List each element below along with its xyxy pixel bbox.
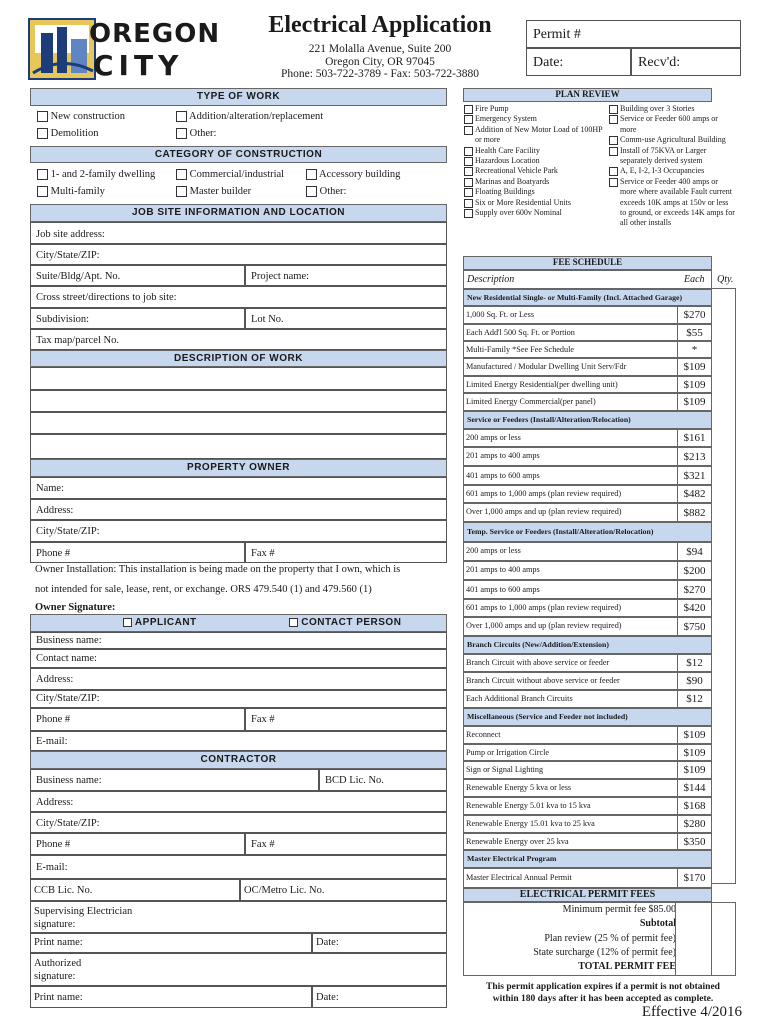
category-other[interactable]	[306, 186, 346, 197]
owner-phone-field[interactable]	[30, 542, 245, 563]
fee-row-description: 200 amps or less	[466, 433, 521, 442]
fee-row	[463, 376, 712, 393]
plan-review-item[interactable]	[464, 177, 608, 187]
fee-row-price: *	[677, 342, 711, 357]
fee-row-description: 601 amps to 1,000 amps (plan review required)	[466, 603, 622, 612]
fee-row-description: Pump or Irrigation Circle	[466, 748, 549, 757]
city-logo-emblem-icon	[27, 13, 97, 81]
permit-fees-value-column[interactable]	[675, 902, 736, 976]
fee-row	[463, 599, 712, 617]
ccb-license-label: CCB Lic. No.	[34, 885, 93, 896]
checkbox-icon[interactable]	[464, 199, 473, 208]
logo-word-oregon: OREGON	[89, 19, 221, 49]
fee-row-description: Sign or Signal Lighting	[466, 765, 544, 774]
fee-row-description: Each Add'l 500 Sq. Ft. or Portion	[466, 328, 575, 337]
fee-row-description: Renewable Energy 5.01 kva to 15 kva	[466, 801, 591, 810]
plan-review-item[interactable]	[609, 166, 735, 176]
fee-row	[463, 617, 712, 636]
owner-city-label: City/State/ZIP:	[36, 526, 100, 537]
fee-col-each: Each	[684, 274, 705, 285]
fee-row-description: Limited Energy Residential(per dwelling unit)	[466, 380, 618, 389]
plan-review-item[interactable]	[464, 166, 608, 176]
fee-column-headers	[463, 270, 734, 289]
date-2-label: Date:	[316, 992, 339, 1003]
fee-row-price: $270	[677, 307, 711, 323]
type-new-construction-label: New construction	[50, 111, 125, 122]
category-multi-family[interactable]	[37, 186, 105, 197]
checkbox-icon[interactable]	[464, 115, 473, 124]
checkbox-icon[interactable]	[306, 186, 317, 197]
office-address-line1: 221 Molalla Avenue, Suite 200	[308, 43, 452, 55]
job-site-address-label: Job site address:	[36, 229, 105, 240]
applicant-email-field[interactable]	[30, 731, 447, 751]
authorized-signature-field[interactable]	[30, 953, 447, 986]
subtotal-row[interactable]: Subtotal	[639, 918, 676, 929]
fee-row	[463, 324, 712, 341]
plan-review-item-label: Building over 3 Stories	[620, 104, 695, 113]
effective-date: Effective 4/2016	[641, 1004, 742, 1020]
applicant-city-label: City/State/ZIP:	[36, 693, 100, 704]
lot-label: Lot No.	[251, 314, 284, 325]
fee-row	[463, 447, 712, 466]
fee-row	[463, 797, 712, 815]
category-commercial-label: Commercial/industrial	[189, 169, 285, 180]
checkbox-icon[interactable]	[123, 618, 132, 627]
applicant-fax-field[interactable]	[245, 708, 447, 731]
checkbox-icon[interactable]	[464, 105, 473, 114]
fee-row-description: Reconnect	[466, 730, 501, 739]
category-other-label: Other:	[319, 186, 347, 197]
fee-row	[463, 815, 712, 833]
fee-row-price: $482	[677, 486, 711, 502]
print-name-1-label: Print name:	[34, 937, 83, 948]
checkbox-icon[interactable]	[609, 136, 618, 145]
tax-map-label: Tax map/parcel No.	[36, 335, 119, 346]
fee-row-price: $109	[677, 727, 711, 743]
plan-review-item[interactable]	[609, 177, 735, 229]
job-site-city-label: City/State/ZIP:	[36, 250, 100, 261]
subdivision-field[interactable]	[30, 308, 245, 329]
applicant-address-field[interactable]	[30, 668, 447, 690]
applicant-phone-field[interactable]	[30, 708, 245, 731]
plan-review-item-label: Supply over 600v Nominal	[475, 208, 562, 218]
checkbox-icon[interactable]	[37, 128, 48, 139]
date-1-label: Date:	[316, 937, 339, 948]
contact-person-option[interactable]	[289, 615, 401, 631]
date-2-field[interactable]	[312, 986, 447, 1008]
contractor-business-label: Business name:	[36, 775, 102, 786]
fee-row-price: $109	[677, 762, 711, 778]
fee-row	[463, 761, 712, 779]
supervising-label-1: Supervising Electrician	[34, 906, 133, 917]
checkbox-icon[interactable]	[37, 169, 48, 180]
type-demolition[interactable]	[37, 128, 98, 139]
plan-review-item-label: Hazardous Location	[475, 156, 540, 166]
fee-row-description: Branch Circuit without above service or feeder	[466, 676, 620, 685]
category-accessory[interactable]	[306, 169, 400, 180]
plan-review-item[interactable]	[464, 156, 608, 166]
applicant-city-field[interactable]	[30, 690, 447, 708]
contractor-bcd-field[interactable]	[319, 769, 447, 791]
plan-review-left-list	[464, 104, 608, 218]
job-site-address-field[interactable]	[30, 222, 447, 244]
applicant-heading-label: APPLICANT	[134, 617, 197, 628]
contractor-email-field[interactable]	[30, 855, 447, 879]
plan-review-item-label: Marinas and Boatyards	[475, 176, 550, 186]
city-logo	[27, 13, 253, 81]
checkbox-icon[interactable]	[37, 186, 48, 197]
date-1-field[interactable]	[312, 933, 447, 953]
category-heading: CATEGORY OF CONSTRUCTION	[30, 146, 447, 163]
checkbox-icon[interactable]	[289, 618, 298, 627]
fee-row-price: $213	[677, 448, 711, 465]
fee-row-description: Over 1,000 amps and up (plan review required)	[466, 621, 622, 630]
plan-review-item-label: Floating Buildings	[475, 187, 535, 197]
type-demolition-label: Demolition	[50, 128, 99, 139]
fee-row-price: $420	[677, 600, 711, 616]
contractor-fax-label: Fax #	[251, 839, 275, 850]
plan-review-item[interactable]	[464, 104, 608, 114]
checkbox-icon[interactable]	[609, 178, 618, 187]
received-label: Recv'd:	[638, 55, 681, 70]
qty-column[interactable]	[712, 288, 736, 884]
description-line-4[interactable]	[30, 434, 447, 459]
fee-row-price: $321	[677, 467, 711, 484]
minimum-fee-row: Minimum permit fee $85.00	[562, 904, 676, 915]
fee-schedule-heading: FEE SCHEDULE	[463, 256, 712, 270]
contact-person-heading-label: CONTACT PERSON	[301, 617, 402, 628]
type-other[interactable]	[176, 128, 216, 139]
ccb-license-field[interactable]	[30, 879, 240, 901]
plan-review-item-label: Recreational Vehicle Park	[475, 166, 558, 176]
plan-review-item[interactable]	[464, 187, 608, 197]
owner-fax-label: Fax #	[251, 548, 275, 559]
fee-row-price: $750	[677, 618, 711, 635]
fee-row	[463, 561, 712, 580]
fee-row-description: Branch Circuit with above service or feeder	[466, 658, 610, 667]
category-master-builder[interactable]	[176, 186, 251, 197]
plan-review-item-label: Fire Pump	[475, 104, 509, 113]
applicant-contact-field[interactable]	[30, 649, 447, 668]
checkbox-icon[interactable]	[306, 169, 317, 180]
fee-row	[463, 393, 712, 411]
contractor-heading: CONTRACTOR	[30, 751, 447, 769]
authorized-label-1: Authorized	[34, 958, 82, 969]
plan-review-item[interactable]	[464, 146, 608, 156]
category-1-2-family-label: 1- and 2-family dwelling	[50, 169, 156, 180]
type-addition-label: Addition/alteration/replacement	[189, 111, 324, 122]
contractor-address-field[interactable]	[30, 791, 447, 812]
fee-row	[463, 833, 712, 850]
fee-row-price: $200	[677, 562, 711, 579]
fee-row	[463, 466, 712, 485]
fee-row-price: $94	[677, 543, 711, 560]
description-line-2[interactable]	[30, 390, 447, 412]
owner-address-field[interactable]	[30, 499, 447, 520]
contractor-business-field[interactable]	[30, 769, 319, 791]
expiration-notice-2: within 180 days after it has been accepted as complete.	[492, 994, 714, 1004]
plan-review-item[interactable]	[464, 125, 608, 146]
fee-section-title: Service or Feeders (Install/Alteration/Relocation)	[463, 411, 712, 429]
contractor-city-label: City/State/ZIP:	[36, 818, 100, 829]
fee-row	[463, 580, 712, 599]
checkbox-icon[interactable]	[609, 115, 618, 124]
fee-row-description: 201 amps to 400 amps	[466, 565, 540, 574]
plan-review-item-label: Emergency System	[475, 114, 537, 124]
fee-row	[463, 779, 712, 797]
type-of-work-heading: TYPE OF WORK	[30, 88, 447, 106]
fee-row-price: $144	[677, 780, 711, 796]
oc-metro-license-label: OC/Metro Lic. No.	[244, 885, 325, 896]
supervising-label-2: signature:	[34, 919, 76, 930]
owner-phone-label: Phone #	[36, 548, 71, 559]
plan-review-item[interactable]	[464, 198, 608, 208]
plan-review-item-label: Install of 75KVA or Larger separately derived system	[620, 145, 707, 166]
fee-row	[463, 654, 712, 672]
plan-review-item-label: Six or More Residential Units	[475, 197, 571, 207]
suite-field[interactable]	[30, 265, 245, 286]
applicant-email-label: E-mail:	[36, 736, 68, 747]
plan-review-right-list	[609, 104, 735, 229]
contractor-phone-field[interactable]	[30, 833, 245, 855]
checkbox-icon[interactable]	[464, 126, 473, 135]
date-label: Date:	[533, 55, 564, 70]
plan-review-item-label: A, E, I-2, I-3 Occupancies	[620, 166, 705, 176]
applicant-business-label: Business name:	[36, 635, 102, 646]
authorized-label-2: signature:	[34, 971, 76, 982]
checkbox-icon[interactable]	[464, 209, 473, 218]
applicant-option[interactable]	[123, 615, 197, 631]
plan-review-item[interactable]	[464, 208, 608, 218]
fee-row	[463, 503, 712, 522]
fee-col-qty: Qty.	[717, 274, 734, 285]
category-multi-family-label: Multi-family	[50, 186, 105, 197]
lot-field[interactable]	[245, 308, 447, 329]
plan-review-fee-row[interactable]: Plan review (25 % of permit fee)	[544, 933, 676, 944]
fee-row	[463, 358, 712, 376]
fee-row-description: Limited Energy Commercial(per panel)	[466, 397, 596, 406]
plan-review-item[interactable]	[609, 146, 735, 167]
owner-name-field[interactable]	[30, 477, 447, 499]
fee-row-description: Master Electrical Annual Permit	[466, 873, 572, 882]
fee-row	[463, 429, 712, 447]
fee-section-title: Miscellaneous (Service and Feeder not included)	[463, 708, 712, 726]
fee-row-price: $12	[677, 655, 711, 671]
fee-section-title: Master Electrical Program	[463, 850, 712, 868]
plan-review-item-label: Addition of New Motor Load of 100HP or more	[475, 124, 603, 145]
fee-section-title: New Residential Single- or Multi-Family (Incl. Attached Garage)	[463, 289, 712, 306]
fee-row-price: $90	[677, 673, 711, 689]
fee-row	[463, 341, 712, 358]
fee-row-price: $161	[677, 430, 711, 446]
fee-row-price: $109	[677, 745, 711, 760]
contractor-city-field[interactable]	[30, 812, 447, 833]
fee-row	[463, 485, 712, 503]
job-site-city-field[interactable]	[30, 244, 447, 265]
fee-col-description: Description	[467, 274, 515, 285]
category-accessory-label: Accessory building	[319, 169, 401, 180]
permit-number-label: Permit #	[533, 27, 581, 42]
fee-row-price: $168	[677, 798, 711, 814]
plan-review-item-label: Service or Feeder 600 amps or more	[620, 114, 718, 134]
plan-review-item-label: Service or Feeder 400 amps or more where available Fault current exceeds 10K amps at 150v or less to ground, or exceeds 14K amps for all other installs	[620, 176, 735, 228]
owner-fax-field[interactable]	[245, 542, 447, 563]
applicant-business-field[interactable]	[30, 632, 447, 649]
project-name-label: Project name:	[251, 271, 310, 282]
fee-row-description: Renewable Energy 15.01 kva to 25 kva	[466, 819, 595, 828]
fee-row-price: $109	[677, 377, 711, 392]
plan-review-item[interactable]	[609, 135, 735, 145]
fee-row-description: Multi-Family *See Fee Schedule	[466, 345, 575, 354]
received-field[interactable]	[631, 48, 741, 76]
checkbox-icon[interactable]	[176, 111, 187, 122]
owner-installation-text-2: not intended for sale, lease, rent, or exchange. ORS 479.540 (1) and 479.560 (1)	[35, 584, 372, 595]
suite-label: Suite/Bldg/Apt. No.	[36, 271, 121, 282]
checkbox-icon[interactable]	[609, 147, 618, 156]
description-heading: DESCRIPTION OF WORK	[30, 350, 447, 367]
contractor-phone-label: Phone #	[36, 839, 71, 850]
contractor-fax-field[interactable]	[245, 833, 447, 855]
type-other-label: Other:	[189, 128, 217, 139]
applicant-address-label: Address:	[36, 674, 74, 685]
expiration-notice-1: This permit application expires if a permit is not obtained	[486, 982, 720, 992]
applicant-contact-label: Contact name:	[36, 653, 97, 664]
project-name-field[interactable]	[245, 265, 447, 286]
owner-signature-label[interactable]: Owner Signature:	[35, 602, 116, 613]
checkbox-icon[interactable]	[609, 105, 618, 114]
applicant-contact-heading	[30, 614, 447, 632]
category-master-builder-label: Master builder	[189, 186, 252, 197]
fee-row-description: Manufactured / Modular Dwelling Unit Serv/Fdr	[466, 362, 627, 371]
checkbox-icon[interactable]	[464, 178, 473, 187]
fee-row	[463, 744, 712, 761]
page-title: Electrical Application	[268, 12, 492, 38]
subdivision-label: Subdivision:	[36, 314, 90, 325]
cross-street-label: Cross street/directions to job site:	[36, 292, 177, 303]
state-surcharge-row[interactable]: State surcharge (12% of permit fee)	[533, 947, 676, 958]
checkbox-icon[interactable]	[37, 111, 48, 122]
owner-name-label: Name:	[36, 483, 64, 494]
fee-row-price: $280	[677, 816, 711, 832]
fee-row-price: $12	[677, 691, 711, 707]
oc-metro-license-field[interactable]	[240, 879, 447, 901]
type-new-construction[interactable]	[37, 111, 125, 122]
fee-row-description: Renewable Energy 5 kva or less	[466, 783, 572, 792]
permit-fees-heading: ELECTRICAL PERMIT FEES	[463, 888, 712, 902]
checkbox-icon[interactable]	[609, 167, 618, 176]
fee-row-description: 201 amps to 400 amps	[466, 451, 540, 460]
type-addition[interactable]	[176, 111, 323, 122]
fee-row-price: $882	[677, 504, 711, 521]
checkbox-icon[interactable]	[176, 186, 187, 197]
fee-row-description: 1,000 Sq. Ft. or Less	[466, 310, 535, 319]
print-name-1-field[interactable]	[30, 933, 312, 953]
plan-review-item[interactable]	[464, 114, 608, 124]
owner-city-field[interactable]	[30, 520, 447, 542]
fee-row	[463, 726, 712, 744]
fee-row-description: Renewable Energy over 25 kva	[466, 837, 569, 846]
plan-review-item[interactable]	[609, 114, 735, 135]
category-1-2-family[interactable]	[37, 169, 155, 180]
print-name-2-field[interactable]	[30, 986, 312, 1008]
applicant-phone-label: Phone #	[36, 714, 71, 725]
contractor-email-label: E-mail:	[36, 862, 68, 873]
office-phone: Phone: 503-722-3789 - Fax: 503-722-3880	[280, 68, 480, 80]
checkbox-icon[interactable]	[176, 128, 187, 139]
plan-review-item-label: Health Care Facility	[475, 145, 540, 155]
fee-row-description: Each Additional Branch Circuits	[466, 694, 573, 703]
plan-review-item-label: Comm-use Agricultural Building	[620, 135, 726, 145]
fee-row-description: 401 amps to 600 amps	[466, 585, 540, 594]
checkbox-icon[interactable]	[464, 167, 473, 176]
checkbox-icon[interactable]	[464, 147, 473, 156]
fee-row	[463, 542, 712, 561]
tax-map-field[interactable]	[30, 329, 447, 350]
total-permit-fee-row[interactable]: TOTAL PERMIT FEE	[578, 961, 676, 972]
checkbox-icon[interactable]	[176, 169, 187, 180]
permit-number-field[interactable]	[526, 20, 741, 48]
fee-row-description: 200 amps or less	[466, 546, 521, 555]
fee-row	[463, 690, 712, 708]
cross-street-field[interactable]	[30, 286, 447, 308]
fee-row-price: $55	[677, 325, 711, 340]
fee-row-price: $170	[677, 869, 711, 887]
applicant-fax-label: Fax #	[251, 714, 275, 725]
fee-row-description: 401 amps to 600 amps	[466, 471, 540, 480]
fee-row-description: 601 amps to 1,000 amps (plan review required)	[466, 489, 622, 498]
plan-review-heading: PLAN REVIEW	[463, 88, 712, 102]
office-address-line2: Oregon City, OR 97045	[325, 56, 435, 68]
plan-review-item[interactable]	[609, 104, 735, 114]
fee-row	[463, 672, 712, 690]
fee-row-description: Over 1,000 amps and up (plan review required)	[466, 507, 622, 516]
owner-heading: PROPERTY OWNER	[30, 459, 447, 477]
checkbox-icon[interactable]	[464, 157, 473, 166]
fee-row	[463, 306, 712, 324]
fee-row-price: $270	[677, 581, 711, 598]
fee-row-price: $109	[677, 394, 711, 410]
date-field[interactable]	[526, 48, 631, 76]
category-commercial[interactable]	[176, 169, 284, 180]
contractor-bcd-label: BCD Lic. No.	[325, 775, 384, 786]
fee-row-price: $109	[677, 359, 711, 375]
owner-address-label: Address:	[36, 505, 74, 516]
fee-row-price: $350	[677, 834, 711, 849]
job-site-heading: JOB SITE INFORMATION AND LOCATION	[30, 204, 447, 222]
fee-section-title: Temp. Service or Feeders (Install/Alteration/Relocation)	[463, 522, 712, 542]
description-line-3[interactable]	[30, 412, 447, 434]
fee-section-title: Branch Circuits (New/Addition/Extension)	[463, 636, 712, 654]
owner-installation-text-1: Owner Installation: This installation is being made on the property that I own, which is	[35, 564, 401, 575]
fee-row	[463, 868, 712, 888]
contractor-address-label: Address:	[36, 797, 74, 808]
print-name-2-label: Print name:	[34, 992, 83, 1003]
supervising-signature-field[interactable]	[30, 901, 447, 933]
description-line-1[interactable]	[30, 367, 447, 390]
checkbox-icon[interactable]	[464, 188, 473, 197]
logo-word-city: CITY	[93, 49, 184, 82]
